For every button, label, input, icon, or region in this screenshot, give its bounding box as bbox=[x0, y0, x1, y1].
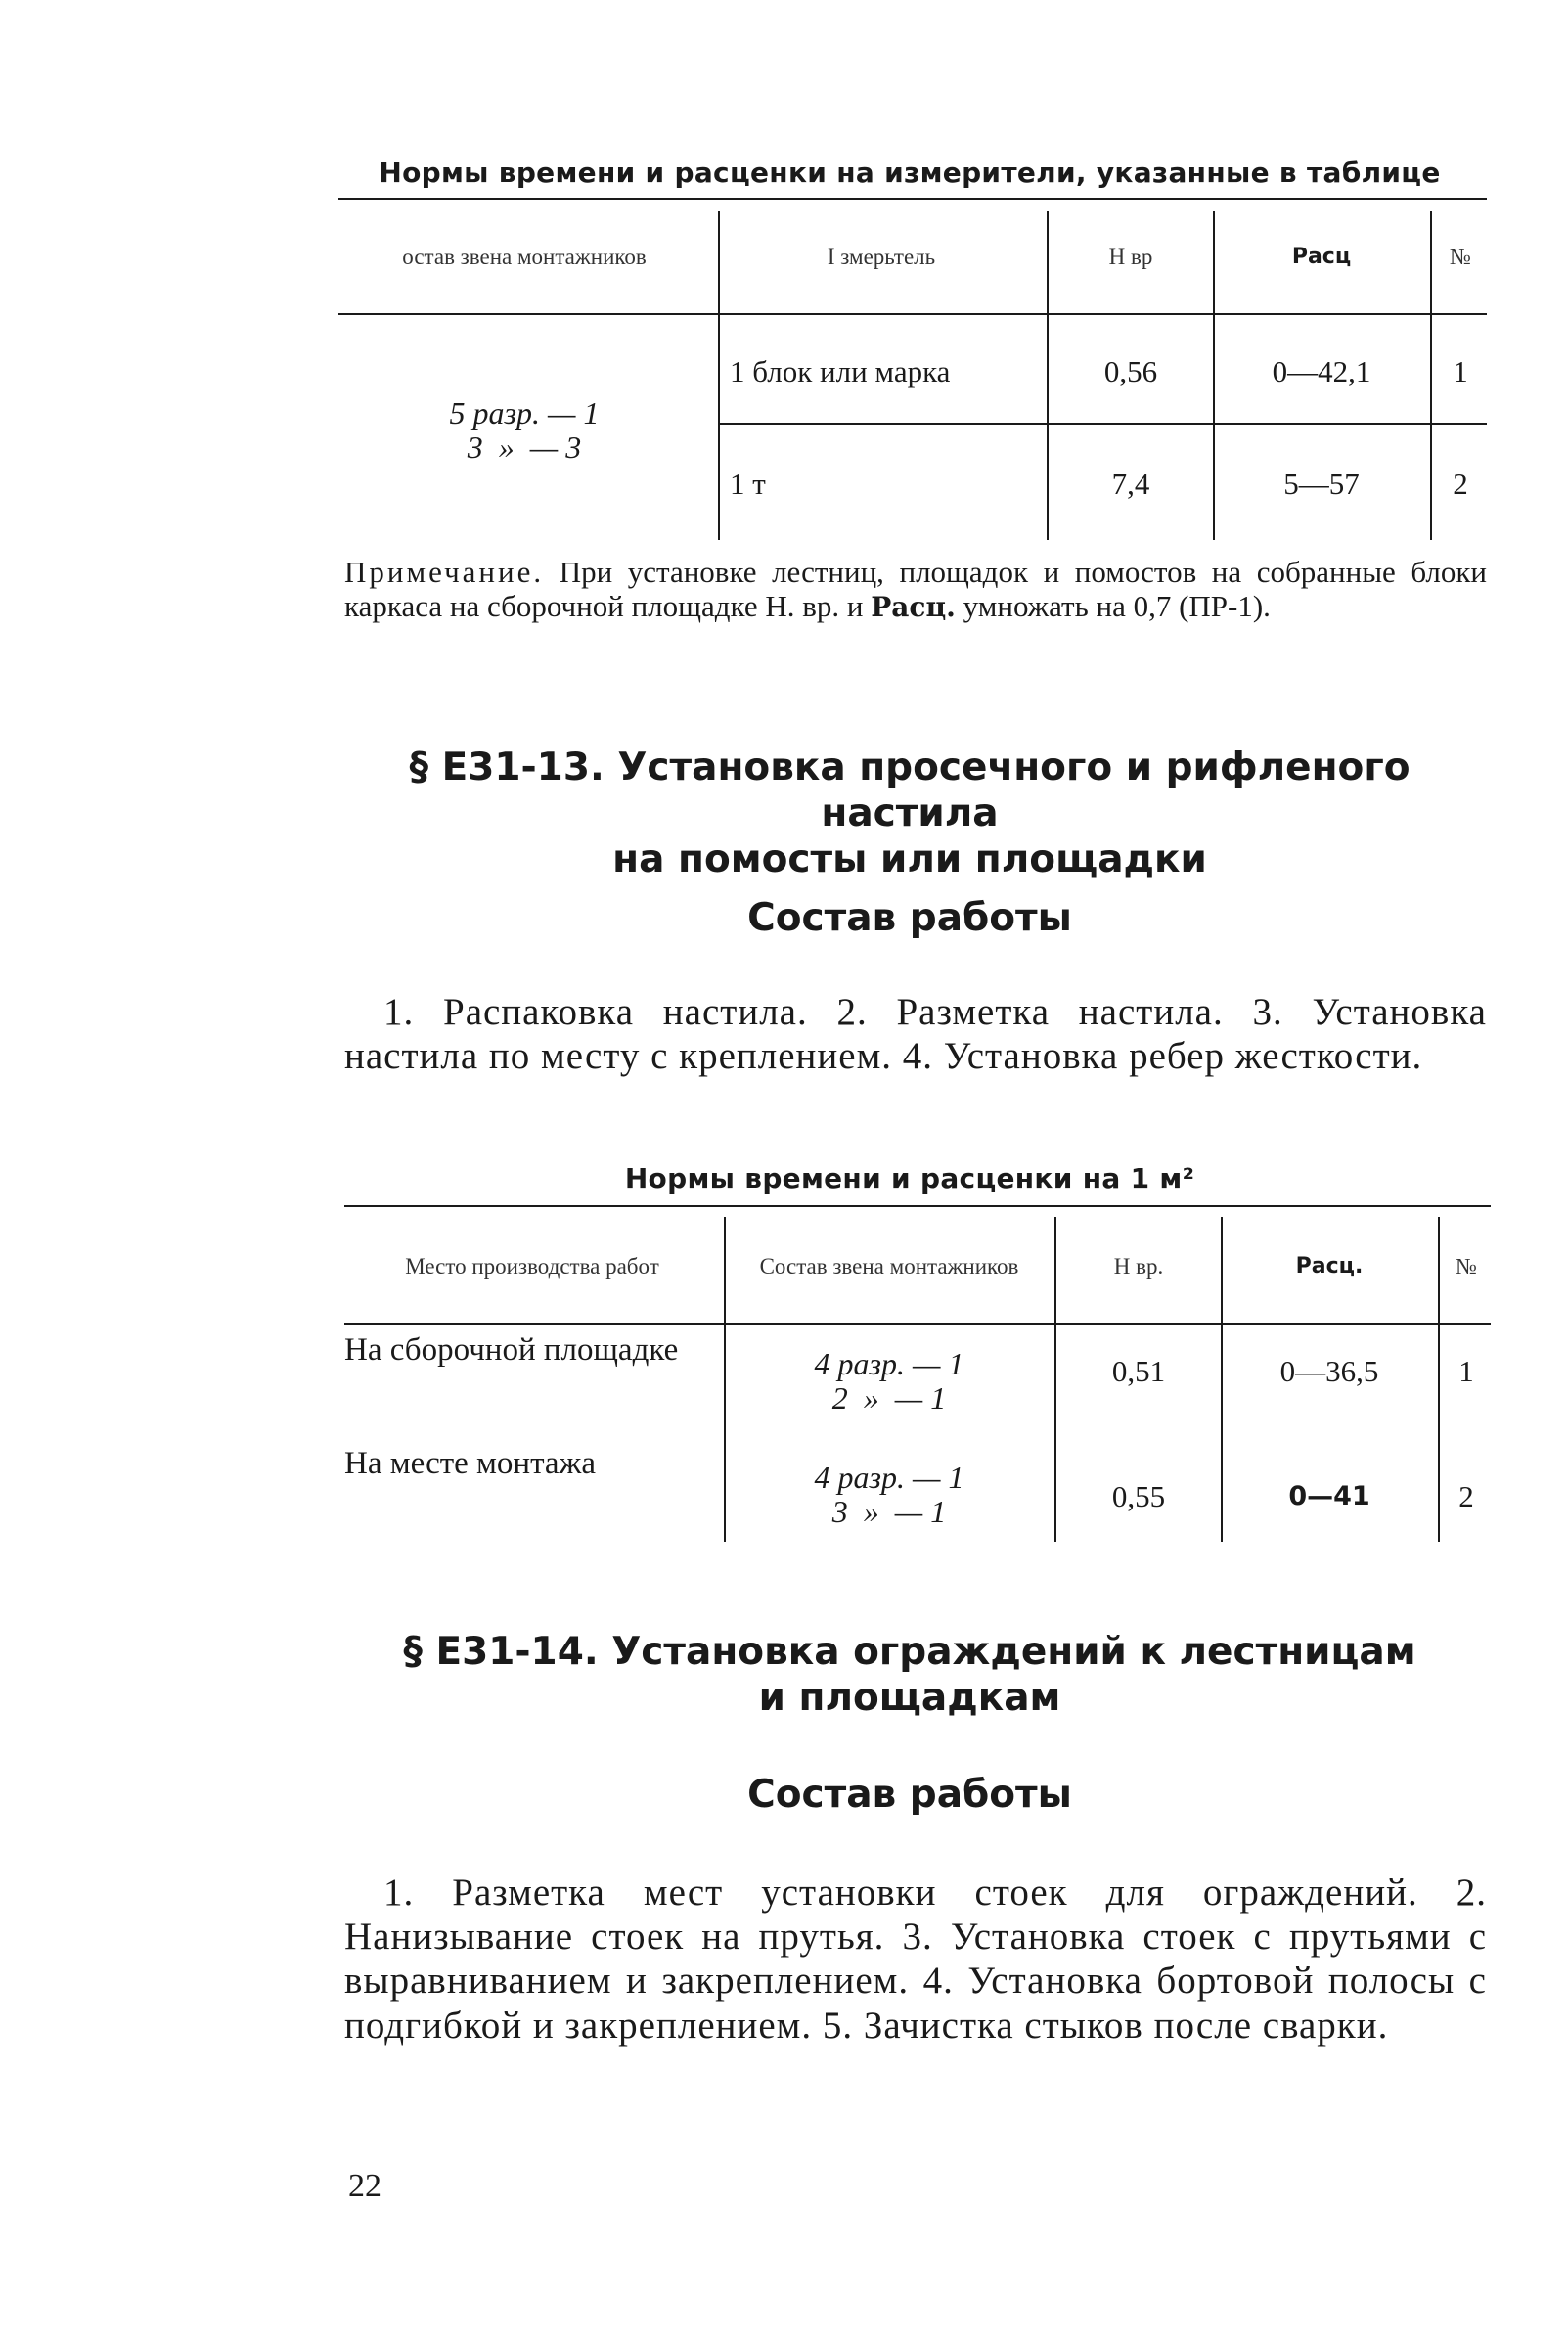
table2-row1-time: 0,51 bbox=[1111, 1354, 1166, 1389]
table1-col-divider bbox=[1047, 211, 1049, 540]
table1-col-divider bbox=[718, 211, 720, 540]
section13-title-line2: на помосты или площадки bbox=[612, 836, 1207, 881]
table1-row1-number: 1 bbox=[1453, 354, 1468, 389]
table2-header-place: Место производства работ bbox=[405, 1253, 659, 1279]
table1-header-rule bbox=[338, 313, 1487, 315]
table1-header-time: Н вр bbox=[1108, 244, 1153, 269]
table2-col-divider bbox=[724, 1217, 726, 1542]
section13-subtitle: Состав работы bbox=[747, 896, 1072, 940]
table1-note bbox=[344, 556, 1487, 623]
table2-row2-place: На месте монтажа bbox=[344, 1446, 597, 1481]
table1-row2-unit: 1 т bbox=[730, 467, 766, 502]
section14-body: 1. Разметка мест установки стоек для ограждений. 2. Нанизывание стоек на прутья. 3. Установка стоек с прутьями с выравниванием и закреплением. 4. Установка бортовой полосы с подгибкой и закреплением. 5. Зачистка стыков после сварки. bbox=[344, 1871, 1487, 2047]
table1-row2-number: 2 bbox=[1453, 467, 1468, 502]
table2-header-crew: Состав звена монтажников bbox=[759, 1253, 1019, 1279]
table2-row1-number: 1 bbox=[1458, 1354, 1474, 1389]
section14-title bbox=[333, 1630, 1487, 1722]
table2-top-rule bbox=[344, 1205, 1491, 1207]
table2-row1-place: На сборочной площадке bbox=[344, 1332, 679, 1368]
table1-row2-time: 7,4 bbox=[1111, 467, 1150, 502]
table2-header-number: № bbox=[1456, 1253, 1477, 1279]
table1-header-crew: остав звена монтажников bbox=[402, 244, 647, 269]
section13-body: 1. Распаковка настила. 2. Разметка настила. 3. Установка настила по месту с креплением. 4. Установка ребер жесткости. bbox=[344, 991, 1487, 1078]
table2-row2-crew bbox=[728, 1446, 1051, 1544]
table1-caption: Нормы времени и расценки на измерители, указанные в таблице bbox=[379, 157, 1441, 189]
table2-header-time: Н вр. bbox=[1113, 1253, 1164, 1279]
table2-col-divider bbox=[1438, 1217, 1440, 1542]
crew-line: 4 разр. — 1 bbox=[814, 1459, 964, 1495]
table2-header-rate: Расц. bbox=[1295, 1254, 1364, 1280]
table1-row1-rate: 0—42,1 bbox=[1272, 354, 1371, 389]
crew-line: 5 разр. — 1 bbox=[449, 394, 600, 430]
note-label: Примечание. bbox=[344, 555, 545, 589]
table2-caption: Нормы времени и расценки на 1 м² bbox=[624, 1162, 1195, 1194]
note-text-end: умножать на 0,7 (ПР-1). bbox=[955, 588, 1271, 623]
table1-header-unit: I змерьтель bbox=[827, 244, 936, 269]
crew-line: 3 » — 1 bbox=[831, 1494, 947, 1529]
table1-col-divider bbox=[1430, 211, 1432, 540]
table1-header-number: № bbox=[1450, 244, 1471, 269]
table2-col-divider bbox=[1054, 1217, 1056, 1542]
table1-col-divider bbox=[1213, 211, 1215, 540]
table2-col-divider bbox=[1221, 1217, 1223, 1542]
section14-title-line1: § Е31-14. Установка ограждений к лестницам bbox=[403, 1630, 1416, 1674]
table2-row2-number: 2 bbox=[1458, 1479, 1474, 1514]
note-bold: Расц. bbox=[871, 590, 956, 623]
crew-line: 4 разр. — 1 bbox=[814, 1345, 964, 1381]
table1-row1-time: 0,56 bbox=[1103, 354, 1158, 389]
crew-line: 2 » — 1 bbox=[831, 1380, 947, 1416]
table1-row2-rate: 5—57 bbox=[1283, 467, 1360, 502]
section14-subtitle: Состав работы bbox=[747, 1773, 1072, 1817]
page-number: 22 bbox=[348, 2168, 381, 2204]
table1-top-rule bbox=[338, 198, 1487, 200]
crew-line: 3 » — 3 bbox=[467, 429, 582, 465]
section13-title bbox=[333, 745, 1487, 882]
table1-row1-unit: 1 блок или марка bbox=[730, 354, 951, 389]
table1-header-rate: Расц bbox=[1291, 245, 1352, 270]
section14-title-line2: и площадкам bbox=[758, 1675, 1061, 1720]
table1-crew-cell bbox=[338, 323, 710, 538]
table2-header-rule bbox=[344, 1323, 1491, 1325]
section13-title-line1: § Е31-13. Установка просечного и рифленого настила bbox=[409, 745, 1411, 835]
table2-row1-crew bbox=[728, 1332, 1051, 1430]
table2-row2-rate: 0—41 bbox=[1288, 1481, 1370, 1512]
table2-row2-time: 0,55 bbox=[1111, 1479, 1166, 1514]
table1-row-rule bbox=[718, 423, 1487, 425]
table2-row1-rate: 0—36,5 bbox=[1279, 1354, 1379, 1389]
note-text: При установке лестниц, площадок и помостов на собранные блоки каркаса на сборочной площадке Н. вр. и bbox=[344, 555, 1487, 623]
